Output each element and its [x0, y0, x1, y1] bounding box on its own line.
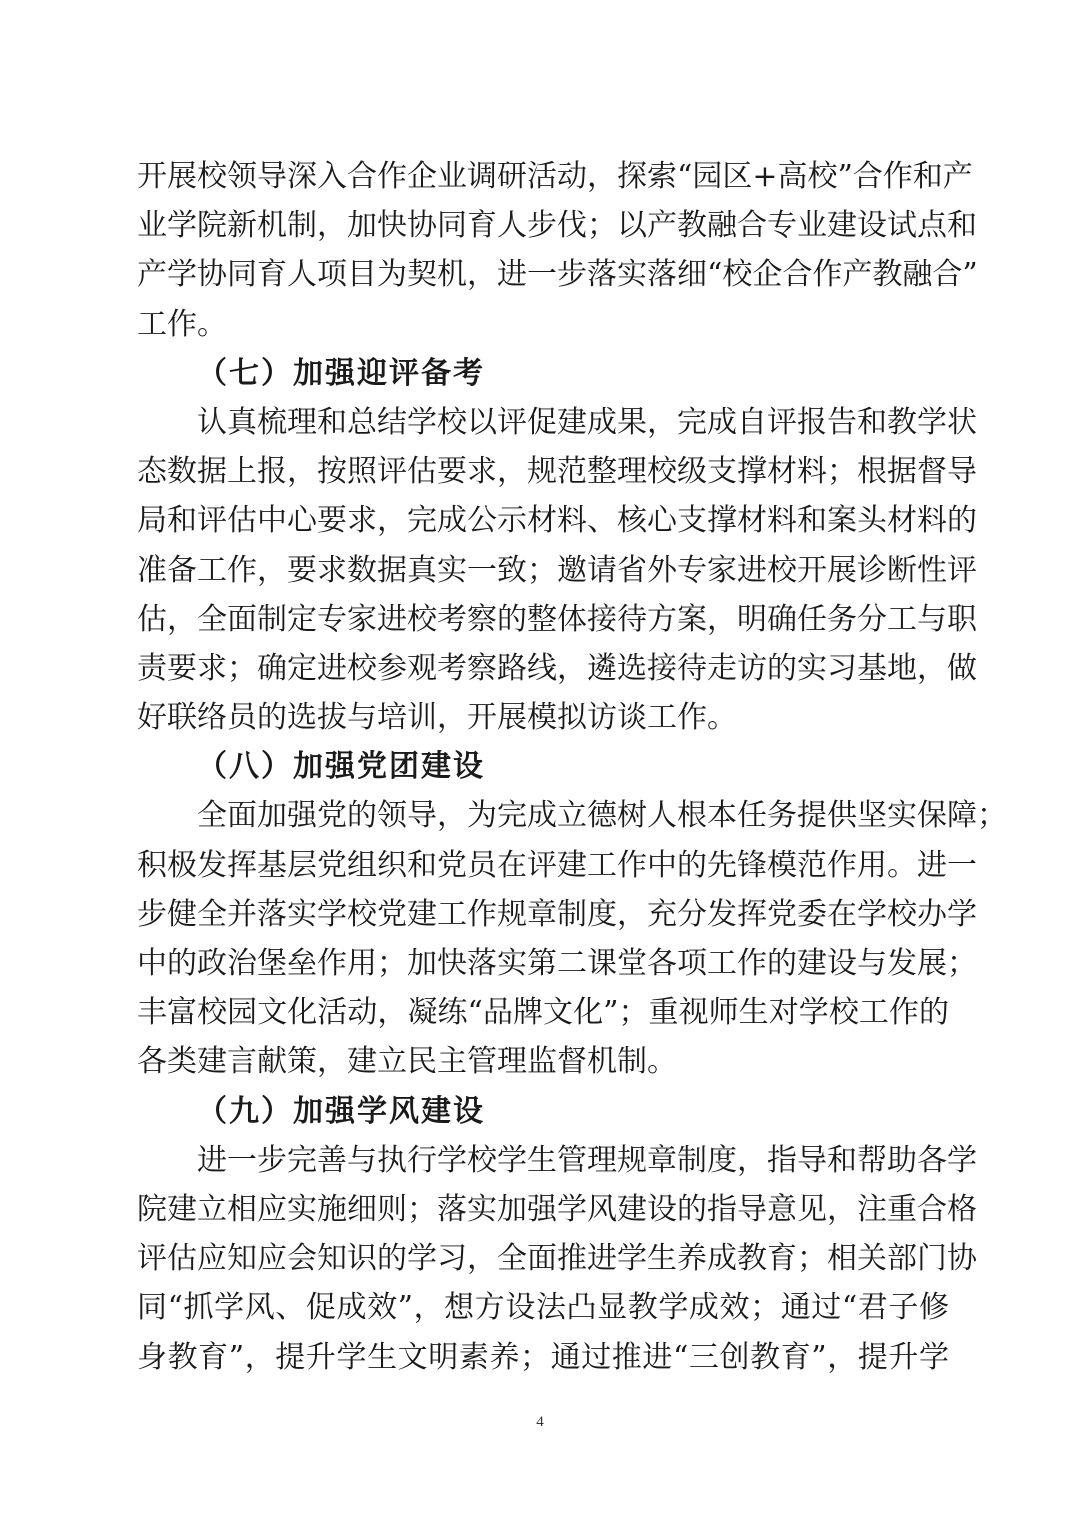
text-line: 步健全并落实学校党建工作规章制度，充分发挥党委在学校办学: [137, 896, 977, 932]
text-line: 评估应知应会知识的学习，全面推进学生养成教育；相关部门协: [137, 1241, 977, 1277]
text-line: 进一步完善与执行学校学生管理规章制度，指导和帮助各学: [197, 1142, 977, 1178]
section-heading-7: （七）加强迎评备考: [197, 355, 485, 391]
page-number: 4: [536, 1414, 544, 1430]
text-line: 好联络员的选拔与培训，开展模拟访谈工作。: [137, 700, 737, 736]
text-line: 局和评估中心要求，完成公示材料、核心支撑材料和案头材料的: [137, 503, 977, 539]
text-line: 工作。: [137, 306, 227, 342]
paragraph-evaluation: [137, 398, 977, 742]
paragraph-study-style: [137, 1136, 977, 1382]
text-line: 中的政治堡垒作用；加快落实第二课堂各项工作的建设与发展；: [137, 946, 977, 981]
section-heading-8: （八）加强党团建设: [197, 749, 485, 785]
text-line: 各类建言献策，建立民主管理监督机制。: [137, 1044, 677, 1080]
text-line: 身教育”，提升学生文明素养；通过推进“三创教育”，提升学: [137, 1339, 949, 1375]
text-line: 院建立相应实施细则；落实加强学风建设的指导意见，注重合格: [137, 1191, 977, 1227]
text-line: 责要求；确定进校参观考察路线，遴选接待走访的实习基地，做: [137, 650, 977, 686]
text-line: 全面加强党的领导，为完成立德树人根本任务提供坚实保障；: [197, 798, 1007, 834]
text-line: 丰富校园文化活动，凝练“品牌文化”；重视师生对学校工作的: [137, 995, 949, 1031]
section-heading-9: （九）加强学风建设: [197, 1093, 485, 1129]
text-line: 产学协同育人项目为契机，进一步落实落细“校企合作产教融合”: [137, 257, 978, 293]
document-body: [137, 152, 1007, 1382]
paragraph-continuation: [137, 152, 978, 349]
text-line: 业学院新机制，加快协同育人步伐；以产教融合专业建设试点和: [137, 208, 977, 244]
text-line: 态数据上报，按照评估要求，规范整理校级支撑材料；根据督导: [137, 454, 977, 490]
text-line: 同“抓学风、促成效”，想方设法凸显教学成效；通过“君子修: [137, 1290, 949, 1326]
text-line: 估，全面制定专家进校考察的整体接待方案，明确任务分工与职: [137, 601, 977, 637]
text-line: 准备工作，要求数据真实一致；邀请省外专家进校开展诊断性评: [137, 552, 977, 588]
text-line: 开展校领导深入合作企业调研活动，探索“园区+高校”合作和产: [137, 159, 973, 194]
paragraph-party-building: [137, 791, 1007, 1086]
text-line: 积极发挥基层党组织和党员在评建工作中的先锋模范作用。进一: [137, 847, 977, 883]
text-line: 认真梳理和总结学校以评促建成果，完成自评报告和教学状: [197, 404, 977, 440]
